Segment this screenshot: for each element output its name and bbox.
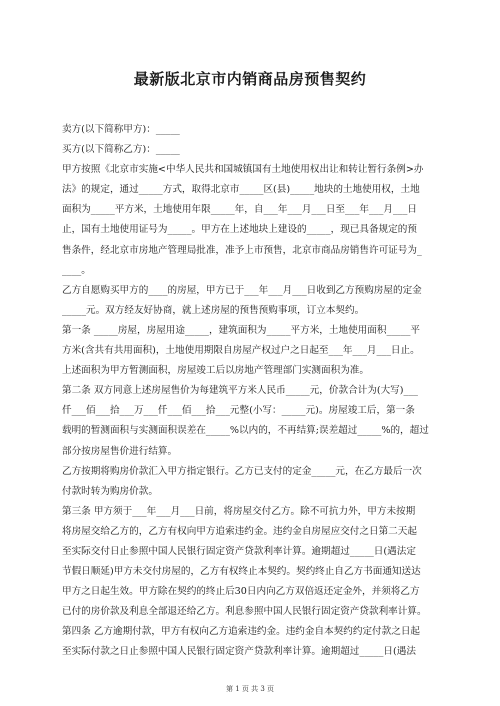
text-line: 售条件，经北京市房地产管理局批准，准予上市预售，北京市商品房销售许可证号为_ [62,244,422,256]
text-line: 方米(含共有共用面积)，土地使用期限自房屋产权过户之日起至___年___月___日止。 [62,345,420,357]
text-line: 上述面积为甲方暂测面积，房屋竣工后以房地产管理部门实测面积为准。 [62,365,369,377]
text-line: 乙方自愿购买甲方的____的房屋，甲方已于___年___月___日收到乙方预购房屋的定金 [62,284,422,296]
text-line: 乙方按期将购房价款汇入甲方指定银行。乙方已支付的定金_____元，在乙方最后一次 [62,465,422,477]
text-line: 买方(以下简称乙方)：_____ [62,144,180,156]
text-line: 仟___佰___拾___万___仟___佰___拾___元整(小写：_____元)。房屋竣工后，第一条 [62,405,415,417]
text-line: 面积为_____平方米，土地使用年限_____年，自___年___月___日至___年___月___日 [62,204,417,216]
text-line: 法》的规定，通过_____方式，取得北京市_____区(县)_____地块的土地使用权，土地 [62,184,420,196]
text-line: 甲方按照《北京市实施<中华人民共和国城镇国有土地使用权出让和转让暂行条例>办 [62,164,424,176]
text-line: 至实际交付日止参照中国人民银行固定资产贷款利率计算。逾期超过_____日(遇法定 [62,545,416,557]
text-line: 第四条 乙方逾期付款，甲方有权向乙方追索违约金。违约金自本契约约定付款之日起 [62,626,421,638]
text-line: 节假日顺延)甲方未交付房屋的，乙方有权终止本契约。契约终止自乙方书面通知送达 [62,566,421,578]
text-line: 第三条 甲方须于___年___月___日前，将房屋交付乙方。除不可抗力外，甲方未按期 [62,505,416,517]
text-line: 第二条 双方同意上述房屋售价为每建筑平方米人民币_____元，价款合计为(大写)___ [62,385,418,397]
text-line: 将房屋交给乙方的，乙方有权向甲方追索违约金。违约金自房屋应交付之日第二天起 [62,525,417,537]
text-line: 至实际付款之日止参照中国人民银行固定资产贷款利率计算。逾期超过_____日(遇法 [62,646,416,658]
text-line: 载明的暂测面积与实测面积误差在_____%以内的，不再结算;误差超过_____%的，超过 [62,425,429,437]
text-line: 卖方(以下简称甲方)：_____ [62,124,180,135]
document-body [62,120,444,663]
text-line: 第一条 _____房屋，房屋用途_____，建筑面积为_____平方米，土地使用面积_____平 [62,324,421,336]
page-footer: 第 1 页 共 3 页 [225,685,275,693]
text-line: 部分按房屋售价进行结算。 [62,445,178,457]
document-title: 最新版北京市内销商品房预售契约 [133,70,367,88]
text-line: 已付的房价款及利息全部退还给乙方。利息参照中国人民银行固定资产贷款利率计算。 [62,606,427,618]
text-line: _____元。双方经友好协商，就上述房屋的预售预购事项，订立本契约。 [62,304,365,316]
text-line: 付款时转为购房价款。 [62,485,158,497]
text-line: ____。 [62,264,91,276]
text-line: 甲方之日起生效。甲方除在契约的终止后30日内向乙方双倍返还定金外，并须将乙方 [62,586,420,598]
text-line: 止，国有土地使用证号为_____。甲方在上述地块上建设的_____，现已具备规定的预 [62,224,417,236]
